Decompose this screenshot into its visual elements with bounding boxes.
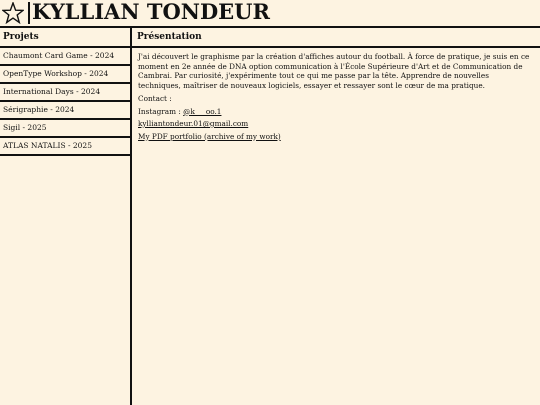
instagram-link[interactable]: @k___oo.1 <box>183 106 222 116</box>
star-icon[interactable] <box>2 1 26 25</box>
site-title[interactable]: KYLLIAN TONDEUR <box>32 0 270 24</box>
contact-label: Contact : <box>138 94 172 103</box>
email-row <box>138 119 532 129</box>
bio-text: J'ai découvert le graphisme par la création d'affiches autour du football. À force de pratique, je suis en ce moment en 2e année de DNA option communication à l'École Supérieure d'Art et de Communication de Cambrai. Par curiosité, j'expérimente tout ce qui me passe par la tête. Apprendre de nouvelles techniques, maîtriser de nouveaux logiciels, essayer et ressayer sont le cœur de ma pratique. <box>138 52 530 90</box>
sidebar-item-chaumont-card-game[interactable]: Chaumont Card Game - 2024 <box>0 48 130 66</box>
header-divider <box>28 2 30 24</box>
instagram-label: Instagram : <box>138 106 181 116</box>
sidebar-item-international-days[interactable]: International Days - 2024 <box>0 84 130 102</box>
instagram-row <box>138 107 532 117</box>
sidebar-item-sigil[interactable]: Sigil - 2025 <box>0 120 130 138</box>
sidebar-item-serigraphie[interactable]: Sérigraphie - 2024 <box>0 102 130 120</box>
sidebar-item-atlas-natalis[interactable]: ATLAS NATALIS - 2025 <box>0 138 130 156</box>
main-panel <box>132 28 540 405</box>
sidebar-heading: Projets <box>0 28 130 48</box>
site-header <box>0 0 540 28</box>
email-link[interactable]: kylliantondeur.01@gmail.com <box>138 119 249 128</box>
portfolio-row <box>138 132 532 142</box>
main-heading: Présentation <box>132 28 540 48</box>
projects-sidebar <box>0 28 132 405</box>
portfolio-link[interactable]: My PDF portfolio (archive of my work) <box>138 131 281 141</box>
sidebar-item-opentype-workshop[interactable]: OpenType Workshop - 2024 <box>0 66 130 84</box>
presentation-content <box>132 48 540 141</box>
